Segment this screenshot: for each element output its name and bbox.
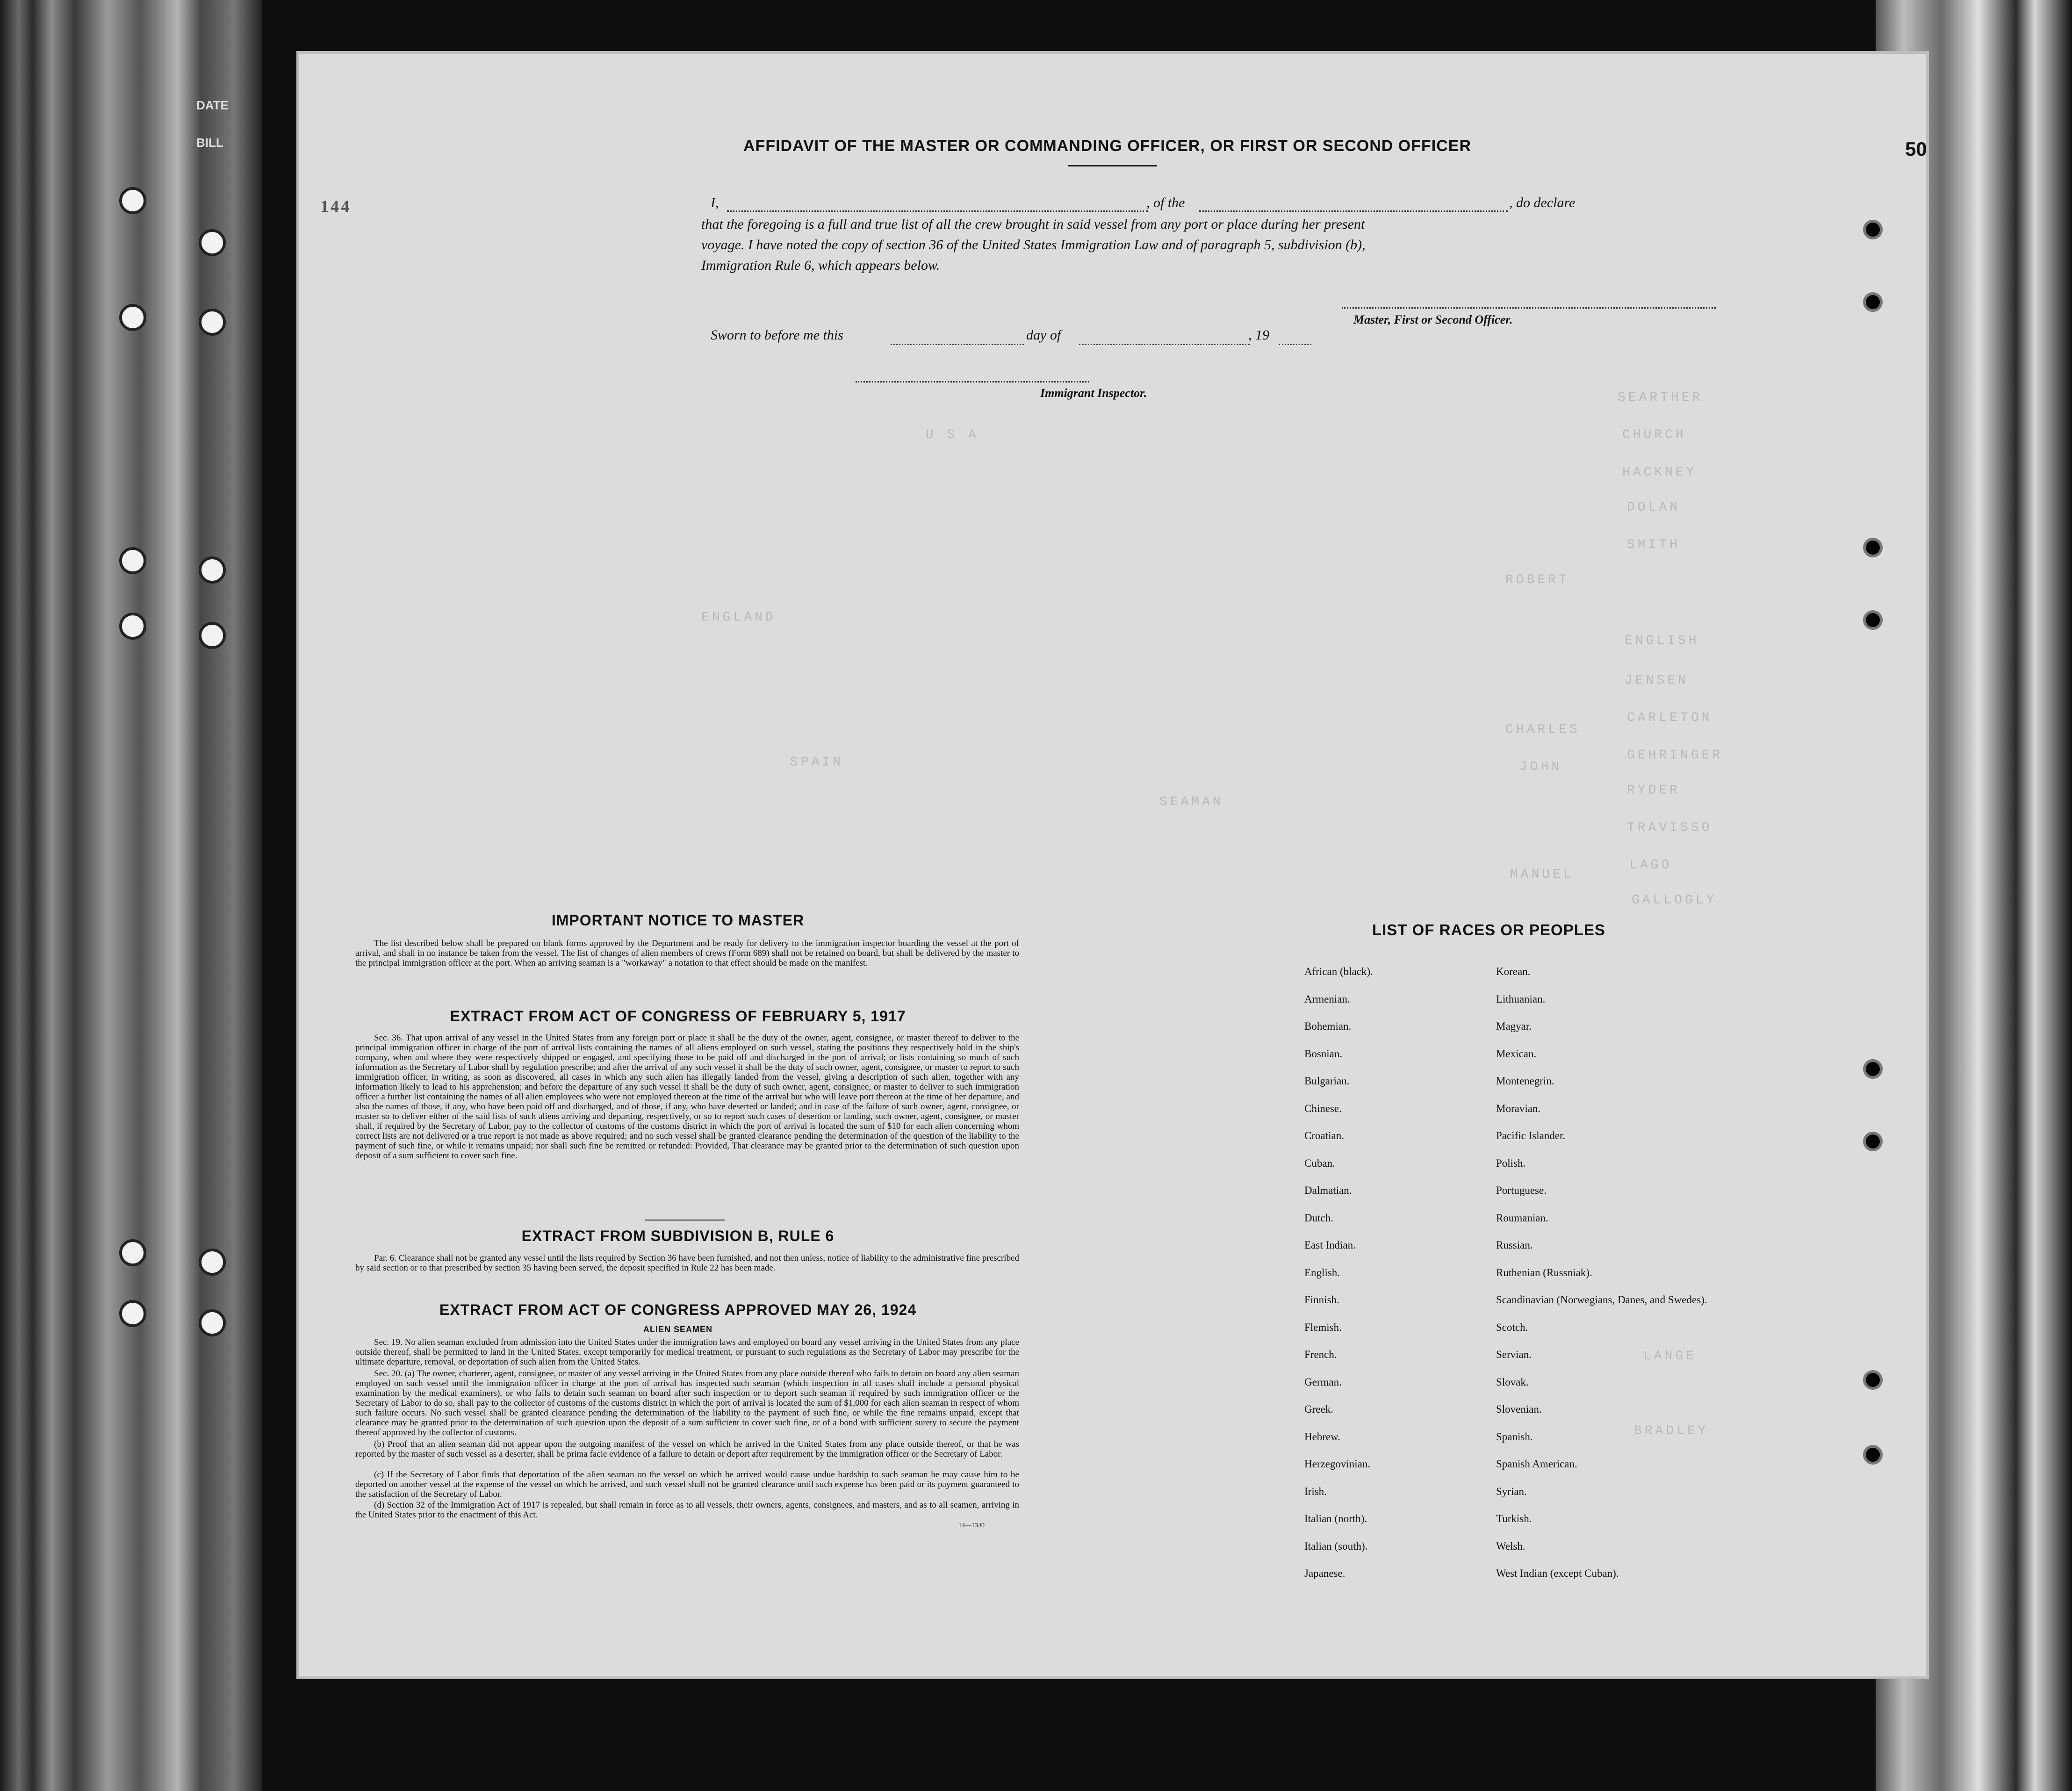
extract-1924-subtitle: ALIEN SEAMEN [643, 1325, 712, 1334]
race-item: African (black). [1304, 966, 1373, 977]
race-item: Welsh. [1496, 1540, 1525, 1552]
race-item: Scandinavian (Norwegians, Danes, and Swedes). [1496, 1294, 1707, 1306]
race-item: Servian. [1496, 1349, 1532, 1360]
race-item: Slovenian. [1496, 1403, 1542, 1415]
race-item: English. [1304, 1266, 1340, 1278]
race-item: Ruthenian (Russniak). [1496, 1266, 1592, 1278]
page-hole [1863, 1132, 1883, 1151]
binder-hole [199, 622, 226, 649]
bleed-text: SPAIN [790, 755, 844, 770]
master-signature-label: Master, First or Second Officer. [1353, 313, 1513, 326]
title-rule [1068, 165, 1157, 166]
race-item: Portuguese. [1496, 1184, 1547, 1196]
race-item: Italian (south). [1304, 1540, 1368, 1552]
race-item: Greek. [1304, 1403, 1333, 1415]
bleed-text: ENGLAND [701, 610, 776, 625]
bleed-text: TRAVISSO [1627, 821, 1712, 835]
race-item: Spanish. [1496, 1430, 1533, 1443]
bleed-text: ENGLISH [1625, 634, 1699, 648]
race-item: Montenegrin. [1496, 1075, 1554, 1087]
races-right-column [1496, 966, 1716, 1595]
race-item: Dutch. [1304, 1212, 1333, 1224]
race-item: Flemish. [1304, 1321, 1342, 1333]
extract-1924-sec20b: (b) Proof that an alien seaman did not appear upon the outgoing manifest of the vessel on which he arrived in the United States from any place outside thereof, or that he was reported by the master of such vessel as a deserter, shall be prima facie evidence of a failure to detain or deport after requirement by the immigration officer or the Secretary of Labor. [355, 1439, 1019, 1459]
race-item: Bohemian. [1304, 1020, 1352, 1032]
affidavit-line3: voyage. I have noted the copy of section 36 of the United States Immigration Law and of paragraph 5, subdivision (b), [701, 237, 1366, 253]
day-of-text: day of [1026, 327, 1061, 343]
affidavit-line2: that the foregoing is a full and true list of all the crew brought in said vessel from any port or place during her present [701, 217, 1365, 232]
bleed-text: ROBERT [1505, 573, 1569, 587]
notice-body: The list described below shall be prepared on blank forms approved by the Department and be ready for delivery to the immigration inspector boarding the vessel at the port of arrival, and shall in no instance be taken from the vessel. The list of changes of alien members of crews (Form 689) shall not be retained on board, but shall be delivered by the master to the principal immigration officer at the port. When an arriving seaman is a "workaway" a notation to that effect should be made on the manifest. [355, 939, 1019, 968]
vessel-blank[interactable] [1199, 210, 1508, 212]
bleed-text: MANUEL [1510, 867, 1574, 882]
inspector-label: Immigrant Inspector. [1040, 386, 1147, 400]
extract-1924-sec20a: Sec. 20. (a) The owner, charterer, agent, consignee, or master of any vessel arriving in the United States from any place outside thereof who fails to detain on board any alien seaman employed on such vessel until the immigration officer in charge at the port of arrival has inspected such seaman (which inspection in all cases shall include a personal physical examination by the medical examiners), or who fails to detain such seaman on board after such inspection or to deport such seaman if required by such immigration officer or the Secretary of Labor to do so, shall pay to the collector of customs of the customs district in which the port of arrival is located the sum of $1,000 for each alien seaman in respect of whom such failure occurs. No such vessel shall be granted clearance pending the determination of the liability to the payment of such fine, or while the fine remains unpaid, except that clearance may be granted prior to the determination of such question upon the deposit of a sum sufficient to cover such fine, or of a bond with sufficient surety to secure the payment thereof approved by the collector of customs. [355, 1369, 1019, 1437]
race-item: Magyar. [1496, 1020, 1532, 1032]
race-item: Scotch. [1496, 1321, 1528, 1333]
race-item: Roumanian. [1496, 1212, 1548, 1224]
race-item: Finnish. [1304, 1294, 1339, 1306]
stamp-number: 144 [320, 197, 351, 216]
race-item: Croatian. [1304, 1130, 1344, 1141]
race-item: Bosnian. [1304, 1047, 1343, 1060]
affidavit-title: AFFIDAVIT OF THE MASTER OR COMMANDING OFFICER, OR FIRST OR SECOND OFFICER [743, 137, 1471, 155]
extract-rule6-title: EXTRACT FROM SUBDIVISION B, RULE 6 [521, 1228, 835, 1244]
bleed-text: GEHRINGER [1627, 748, 1723, 763]
race-item: Lithuanian. [1496, 993, 1546, 1005]
bleed-text: RYDER [1627, 783, 1681, 798]
race-item: Bulgarian. [1304, 1075, 1350, 1087]
extract-1924-title: EXTRACT FROM ACT OF CONGRESS APPROVED MAY 26, 1924 [439, 1301, 917, 1318]
bleed-text: HACKNEY [1622, 465, 1697, 480]
extract-1917-title: EXTRACT FROM ACT OF CONGRESS OF FEBRUARY 5, 1917 [450, 1008, 906, 1025]
race-item: Moravian. [1496, 1102, 1541, 1114]
race-item: West Indian (except Cuban). [1496, 1567, 1619, 1579]
binder-hole [119, 1300, 146, 1327]
binder-stamp-2: BILL [196, 136, 223, 150]
form-number: 14—1340 [958, 1522, 985, 1529]
race-item: Armenian. [1304, 993, 1350, 1005]
bleed-text: GALLOGLY [1632, 893, 1717, 908]
affidavit-line4: Immigration Rule 6, which appears below. [701, 258, 940, 273]
sworn-month-blank[interactable] [1079, 344, 1250, 345]
race-item: Syrian. [1496, 1485, 1527, 1497]
bleed-text: CHURCH [1622, 428, 1686, 442]
race-item: Spanish American. [1496, 1458, 1577, 1470]
page-hole [1863, 1370, 1883, 1390]
races-left-column [1304, 966, 1501, 1595]
race-item: Irish. [1304, 1485, 1327, 1497]
page-hole [1863, 538, 1883, 557]
race-item: East Indian. [1304, 1239, 1356, 1251]
bleed-text: JENSEN [1625, 673, 1689, 688]
binder-hole [119, 1239, 146, 1266]
bleed-text: CHARLES [1505, 722, 1580, 737]
race-item: French. [1304, 1349, 1337, 1360]
sworn-text: Sworn to before me this [711, 327, 843, 343]
race-item: Herzegovinian. [1304, 1458, 1371, 1470]
bleed-text: DOLAN [1627, 500, 1681, 515]
binder-hole [199, 556, 226, 584]
extract-1917-body: Sec. 36. That upon arrival of any vessel in the United States from any foreign port or place it shall be the duty of the owner, agent, consignee, or master thereof to deliver to the principal immigration officer in charge of the port of arrival lists containing the names of all aliens employed on such vessel, stating the positions they respectively hold in the ship's company, when and where they were respectively shipped or engaged, and specifying those to be paid off and discharged in the port of arrival; or lists containing so much of such information as the Secretary of Labor shall by regulation prescribe; and after the arrival of any such vessel it shall be the duty of such owner, agent, consignee, or master to report to such immigration officer, in writing, as soon as discovered, all cases in which any such alien has illegally landed from the vessel, giving a description of such alien, together with any information likely to lead to his apprehension; and before the departure of any such vessel it shall be the duty of such owner, agent, consignee, or master to deliver to such immigration officer a further list containing the names of all alien employees who were not employed thereon at the time of the arrival but who will leave port thereon at the time of her departure, and also the names of those, if any, who have been paid off and discharged, and of those, if any, who have deserted or landed; and in case of the failure of such owner, agent, consignee, or master so to deliver either of the said lists of such aliens arriving and departing, respectively, or so to report such cases of desertion or landing, such owner, agent, consignee, or master shall, if required by the Secretary of Labor, pay to the collector of customs of the customs district in which the port of arrival is located the sum of $10 for each alien concerning whom correct lists are not delivered or a true report is not made as above required; and no such vessel shall be granted clearance pending the determination of the question of the liability to the payment of such fine, or while it remains unpaid; nor shall such fine be remitted or refunded: Provided, That clearance may be granted prior to the determination of such question upon deposit of a sum sufficient to cover such fine. [355, 1033, 1019, 1161]
binder-stamp: DATE [196, 98, 229, 112]
bleed-text: SMITH [1627, 538, 1681, 552]
inspector-line[interactable] [856, 381, 1089, 383]
page-hole [1863, 292, 1883, 312]
page-hole [1863, 220, 1883, 239]
extract-1924-sec20c: (c) If the Secretary of Labor finds that deportation of the alien seaman on the vessel on which he arrived would cause undue hardship to such seaman he may cause him to be deported on another vessel at the expense of the vessel on which he arrived, and such vessel shall not be granted clearance until such expense has been paid or its payment guaranteed to the satisfaction of the Secretary of Labor. [355, 1470, 1019, 1499]
binder-hole [199, 1309, 226, 1336]
race-item: Russian. [1496, 1239, 1533, 1251]
race-item: Italian (north). [1304, 1513, 1367, 1524]
race-item: Slovak. [1496, 1376, 1529, 1388]
race-item: Turkish. [1496, 1513, 1532, 1524]
bleed-text: LAGO [1629, 858, 1672, 873]
extract-1924-sec20d: (d) Section 32 of the Immigration Act of 1917 is repealed, but shall remain in force as to all vessels, their owners, agents, consignees, and masters, and as to all seamen, arriving in the United States prior to the enactment of this Act. [355, 1500, 1019, 1520]
sworn-day-blank[interactable] [891, 344, 1024, 345]
page-hole [1863, 1445, 1883, 1465]
race-item: Cuban. [1304, 1157, 1335, 1169]
affidavit-page [299, 54, 1926, 1676]
race-item: Hebrew. [1304, 1430, 1341, 1443]
binder-left [0, 0, 262, 1791]
affidavit-i: I, [711, 195, 719, 210]
bleed-text: U S A [926, 428, 979, 442]
binder-hole [199, 229, 226, 256]
bleed-text: BRADLEY [1634, 1424, 1709, 1438]
binder-hole [199, 1249, 226, 1276]
binder-hole [119, 547, 146, 574]
extract-1924-sec19: Sec. 19. No alien seaman excluded from admission into the United States under the immigration laws and employed on board any vessel arriving in the United States from any place outside thereof, shall be permitted to land in the United States, except temporarily for medical treatment, or pursuant to such regulations as the Secretary of Labor may prescribe for the ultimate departure, removal, or deportation of such alien from the United States. [355, 1337, 1019, 1367]
race-item: Pacific Islander. [1496, 1130, 1566, 1141]
bleed-text: LANGE [1643, 1349, 1697, 1364]
binder-hole [199, 309, 226, 336]
race-item: Chinese. [1304, 1102, 1342, 1114]
page-number: 50 [1905, 138, 1927, 160]
race-item: Dalmatian. [1304, 1184, 1352, 1196]
race-item: Japanese. [1304, 1567, 1345, 1579]
bleed-text: JOHN [1519, 760, 1562, 774]
race-item: Polish. [1496, 1157, 1526, 1169]
page-hole [1863, 610, 1883, 630]
affidavit-of-the: , of the [1146, 195, 1185, 210]
name-blank[interactable] [727, 210, 1148, 212]
bleed-text: SEAMAN [1159, 795, 1223, 809]
affidavit-do-declare: , do declare [1509, 195, 1576, 210]
sworn-year-blank[interactable] [1279, 344, 1311, 345]
bleed-text: SEARTHER [1618, 390, 1703, 405]
race-item: German. [1304, 1376, 1342, 1388]
race-item: Korean. [1496, 966, 1531, 977]
bleed-text: CARLETON [1627, 711, 1712, 725]
binder-hole [119, 613, 146, 640]
race-item: Mexican. [1496, 1047, 1537, 1060]
extract-rule6-body: Par. 6. Clearance shall not be granted any vessel until the lists required by Section 36 have been furnished, and not then unless, notice of liability to the administrative fine prescribed by said section or to that prescribed by section 35 having been served, the deposit specified in Rule 22 has been made. [355, 1253, 1019, 1273]
notice-title: IMPORTANT NOTICE TO MASTER [551, 912, 805, 929]
binder-hole [119, 304, 146, 331]
master-signature-line[interactable] [1342, 307, 1716, 309]
page-hole [1863, 1059, 1883, 1079]
year-text: , 19 [1248, 327, 1269, 343]
binder-hole [119, 187, 146, 214]
races-title: LIST OF RACES OR PEOPLES [1372, 921, 1605, 939]
